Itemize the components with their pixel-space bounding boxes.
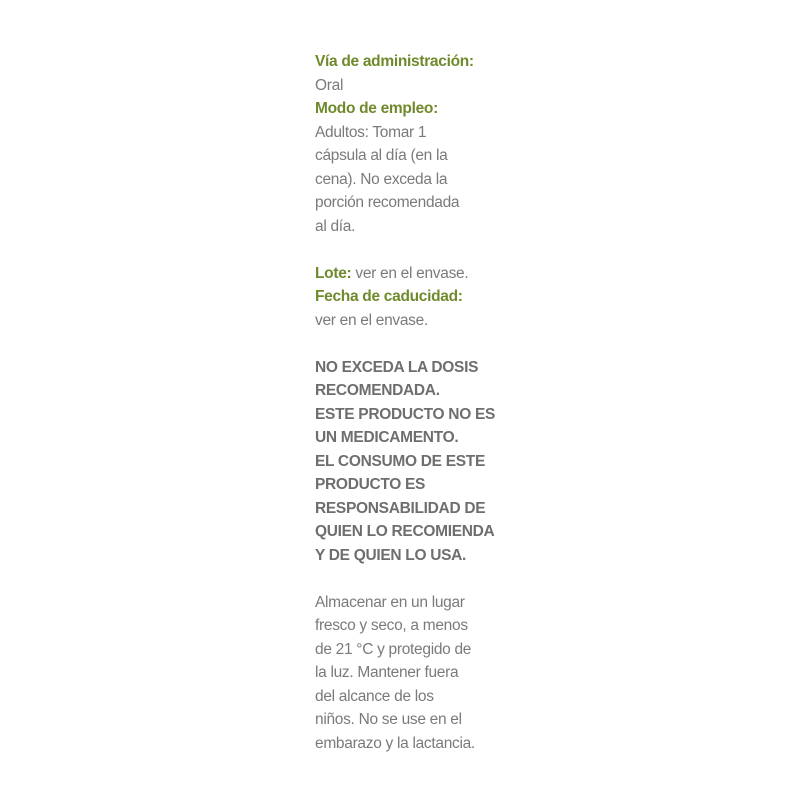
expiry-value: ver en el envase. [315, 311, 428, 329]
warning-line: ESTE PRODUCTO NO ES [315, 405, 496, 423]
warning-line: EL CONSUMO DE ESTE [315, 452, 486, 470]
warning-line: RESPONSABILIDAD DE [315, 499, 486, 517]
lot-row [315, 262, 505, 286]
spacer [315, 332, 505, 356]
usage-line: porción recomendada [315, 194, 460, 211]
storage-line: fresco y seco, a menos [315, 617, 468, 634]
warning-line: QUIEN LO RECOMIENDA [315, 523, 495, 540]
warning-line: Y DE QUIEN LO USA. [315, 546, 467, 564]
usage-line: al día. [315, 217, 356, 235]
usage-line: cápsula al día (en la [315, 147, 448, 164]
product-label-text [315, 50, 505, 755]
storage-line: la luz. Mantener fuera [315, 664, 459, 681]
expiry-heading: Fecha de caducidad: [315, 288, 463, 305]
usage-line: cena). No exceda la [315, 170, 448, 188]
administration-heading: Vía de administración: [315, 53, 474, 70]
lot-value: ver en el envase. [351, 264, 469, 282]
spacer [315, 567, 505, 591]
storage-line: embarazo y la lactancia. [315, 734, 475, 752]
administration-value: Oral [315, 76, 344, 94]
warning-line: UN MEDICAMENTO. [315, 429, 459, 446]
warning-line: RECOMENDADA. [315, 382, 440, 399]
storage-line: niños. No se use en el [315, 711, 462, 728]
storage-line: del alcance de los [315, 687, 434, 705]
warning-line: NO EXCEDA LA DOSIS [315, 358, 479, 376]
warning-line: PRODUCTO ES [315, 476, 426, 493]
usage-line: Adultos: Tomar 1 [315, 123, 427, 141]
storage-line: Almacenar en un lugar [315, 593, 465, 611]
lot-heading: Lote: [315, 264, 352, 282]
spacer [315, 238, 505, 262]
storage-line: de 21 °C y protegido de [315, 640, 472, 658]
usage-heading: Modo de empleo: [315, 100, 438, 117]
